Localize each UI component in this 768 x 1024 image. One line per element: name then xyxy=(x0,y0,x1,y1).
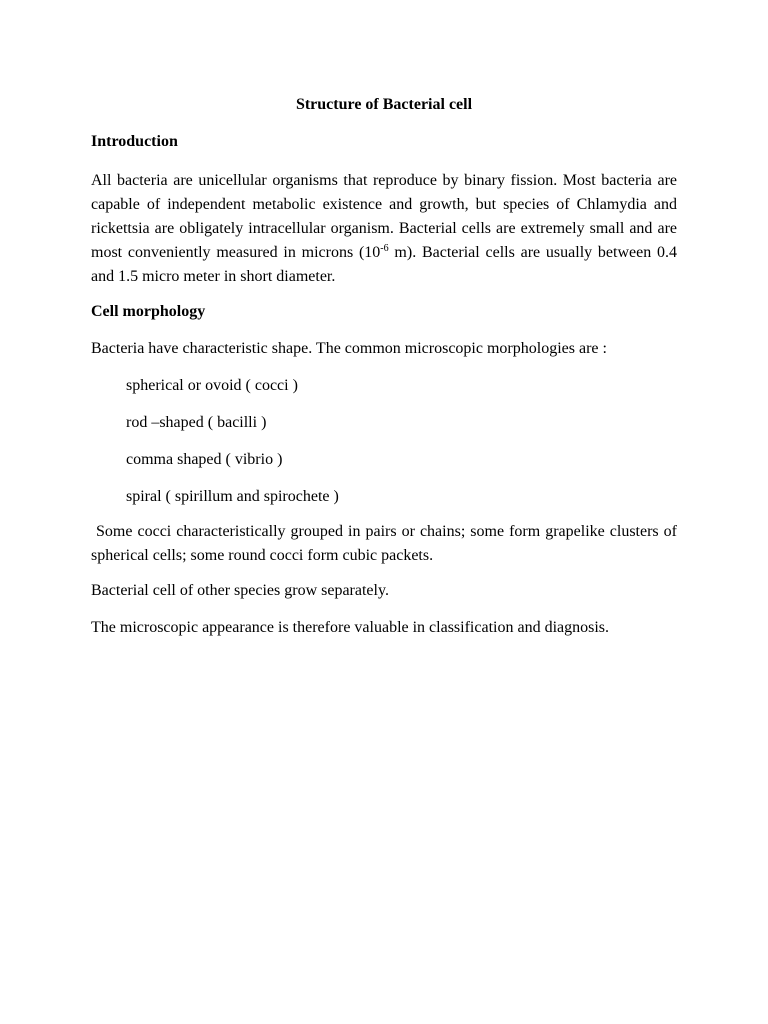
morphology-list xyxy=(91,376,677,506)
document-title: Structure of Bacterial cell xyxy=(295,96,473,113)
list-item: spherical or ovoid ( cocci ) xyxy=(126,377,298,394)
list-item: spiral ( spirillum and spirochete ) xyxy=(126,488,339,505)
list-item: comma shaped ( vibrio ) xyxy=(126,451,283,468)
introduction-text-start: All bacteria are unicellular organisms that reproduce by binary fission. Most bacteria are capable of independent metabolic existence and growth, but species of Chlamydia and rickettsia are obligately intracellular organism. Bacterial cells are extremely small and are most conveniently measured in microns (10 xyxy=(91,172,677,261)
morphology-intro: Bacteria have characteristic shape. The common microscopic morphologies are : xyxy=(91,340,607,357)
introduction-text-end: m). Bacterial cells are usually between 0.4 and 1.5 micro meter in short diameter. xyxy=(91,244,677,285)
exponent-superscript: -6 xyxy=(380,243,389,254)
cell-morphology-heading: Cell morphology xyxy=(91,303,206,320)
cocci-grouping-paragraph: Some cocci characteristically grouped in pairs or chains; some form grapelike clusters of spherical cells; some round cocci form cubic packets. xyxy=(91,523,677,564)
introduction-paragraph xyxy=(91,169,677,289)
introduction-heading: Introduction xyxy=(91,133,178,150)
separate-growth-paragraph: Bacterial cell of other species grow separately. xyxy=(91,582,389,599)
list-item: rod –shaped ( bacilli ) xyxy=(126,414,267,431)
classification-paragraph: The microscopic appearance is therefore valuable in classification and diagnosis. xyxy=(91,619,610,636)
document-page xyxy=(91,95,677,655)
